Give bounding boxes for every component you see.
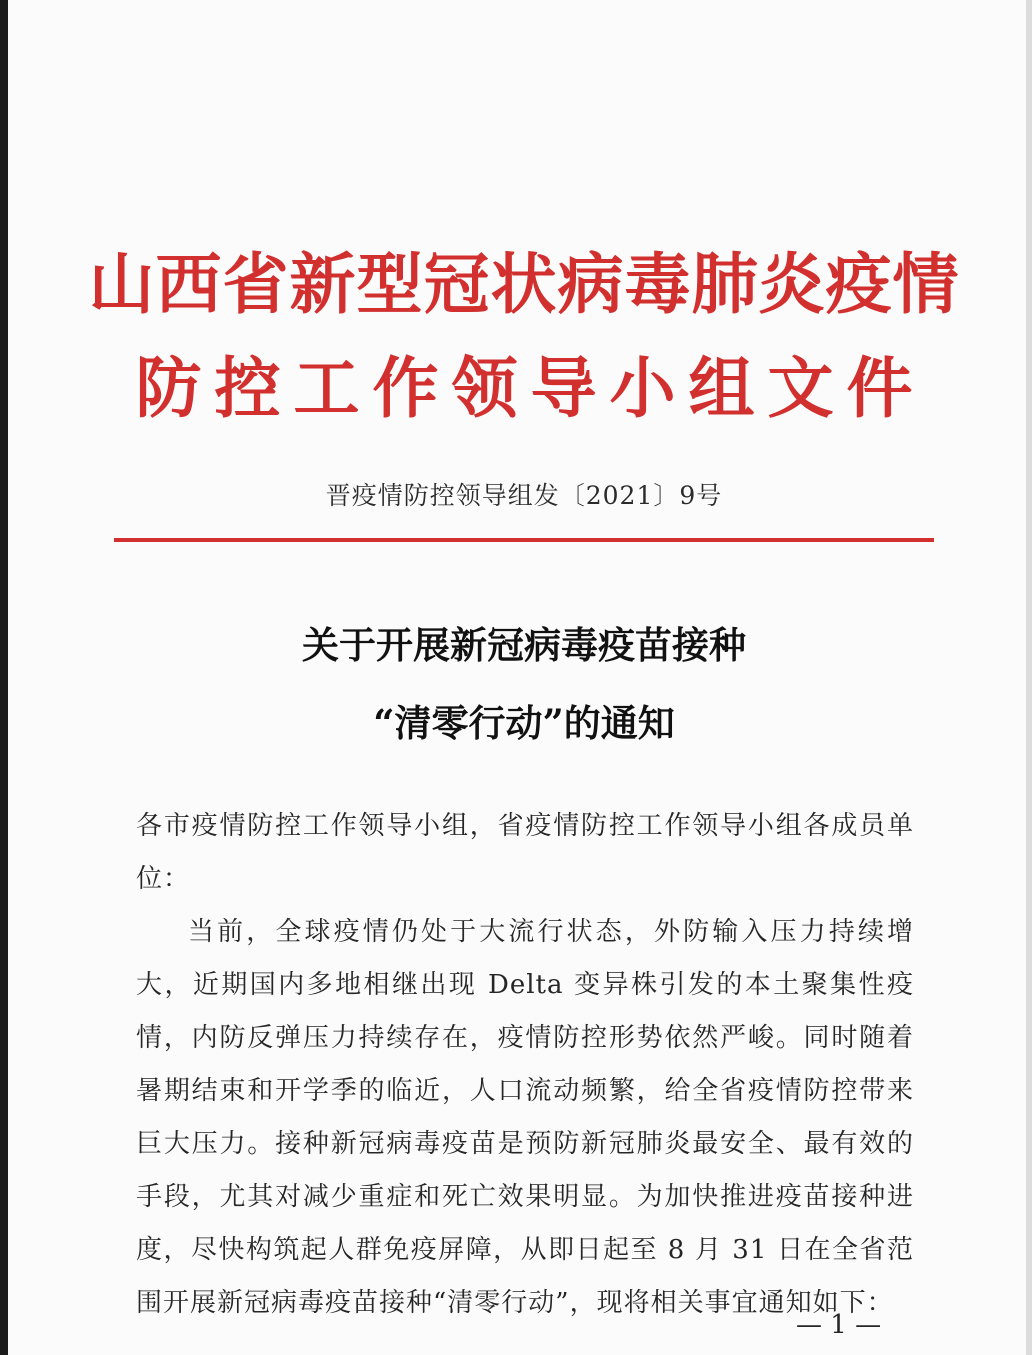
notice-title-line-1: 关于开展新冠病毒疫苗接种 [302, 623, 746, 667]
salutation: 各市疫情防控工作领导小组，省疫情防控工作领导小组各成员单位： [136, 811, 914, 894]
issuer-header-line-1: 山西省新型冠状病毒肺炎疫情 [88, 246, 960, 323]
notice-body [136, 800, 914, 1330]
page-number: — 1 — [796, 1310, 882, 1340]
notice-title-line-2: “清零行动”的通知 [373, 701, 675, 745]
body-paragraph: 当前，全球疫情仍处于大流行状态，外防输入压力持续增大，近期国内多地相继出现 Delta 变异株引发的本土聚集性疫情，内防反弹压力持续存在，疫情防控形势依然严峻。同时随着暑期结束和开学季的临近，人口流动频繁，给全省疫情防控带来巨大压力。接种新冠病毒疫苗是预防新冠肺炎最安全、最有效的手段，尤其对减少重症和死亡效果明显。为加快推进疫苗接种进度，尽快构筑起人群免疫屏障，从即日起至 8 月 31 日在全省范围开展新冠病毒疫苗接种“清零行动”，现将相关事宜通知如下： [136, 917, 914, 1318]
document-number: 晋疫情防控领导组发〔2021〕9号 [325, 481, 723, 510]
red-divider-line [114, 538, 934, 542]
issuer-header-line-2: 防控工作领导小组文件 [135, 350, 926, 427]
